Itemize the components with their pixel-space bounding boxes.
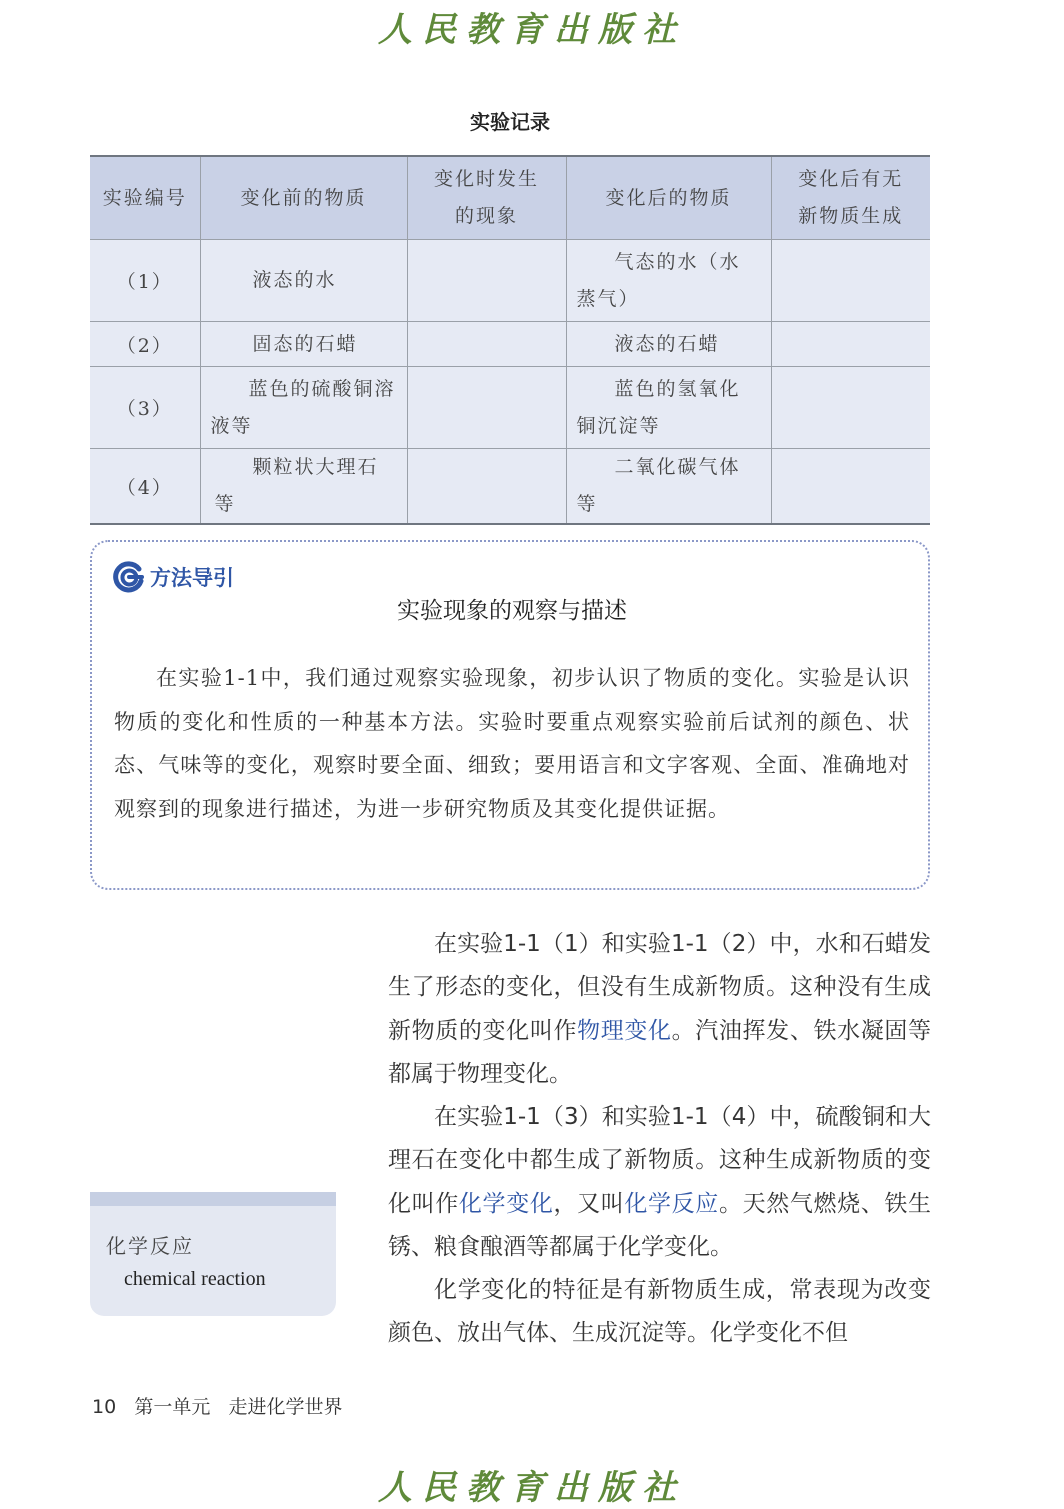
header-cell: 变化后的物质 (566, 156, 771, 240)
unit-title: 走进化学世界 (228, 1396, 343, 1418)
before-substance: 蓝色的硫酸铜溶液等 (200, 367, 407, 449)
glossary-term-english: chemical reaction (124, 1268, 266, 1290)
method-guide-tag (112, 560, 234, 594)
header-cell: 变化后有无新物质生成 (771, 156, 930, 240)
after-substance: 气态的水（水蒸气） (566, 240, 771, 322)
experiment-number: （2） (90, 322, 200, 367)
table-row (90, 322, 930, 367)
paragraph-chemical-feature: 化学变化的特征是有新物质生成，常表现为改变颜色、放出气体、生成沉淀等。化学变化不但 (388, 1277, 931, 1347)
table-row (90, 449, 930, 525)
paragraph-text: 。汽油挥发、铁水凝固等都属于物理变化。 (388, 1017, 932, 1087)
experiment-number: （3） (90, 367, 200, 449)
header-cell: 变化前的物质 (200, 156, 407, 240)
phenomenon-cell (407, 322, 566, 367)
glossary-note (90, 1192, 336, 1316)
header-cell: 实验编号 (90, 156, 200, 240)
before-substance: 液态的水 (200, 240, 407, 322)
keyword-chemical-reaction: 化学反应 (624, 1190, 719, 1217)
experiment-record-table (90, 155, 930, 525)
page-footer (92, 1392, 342, 1419)
table-row (90, 367, 930, 449)
method-guide-label: 方法导引 (150, 566, 234, 590)
keyword-physical-change: 物理变化 (577, 1017, 672, 1044)
paragraph-text: 在实验1-1（1）和实验1-1（2）中，水和石蜡发生了形态的变化，但没有生成新物质。这种没有生成新物质的变化叫作 (388, 931, 931, 1044)
method-guide-title: 实验现象的观察与描述 (397, 598, 627, 624)
paragraph-physical-change (388, 923, 931, 1096)
glossary-term-chinese: 化学反应 (106, 1234, 194, 1258)
experiment-number: （1） (90, 240, 200, 322)
before-substance: 颗粒状大理石等 (200, 449, 407, 525)
new-substance-cell (771, 240, 930, 322)
new-substance-cell (771, 449, 930, 525)
paragraph-chemical-change (388, 1096, 931, 1269)
publisher-logo-bottom: 人民教育出版社 (378, 1468, 686, 1508)
after-substance: 蓝色的氢氧化铜沉淀等 (566, 367, 771, 449)
phenomenon-cell (407, 449, 566, 525)
paragraph-text: 。天然气燃烧、铁生锈、粮食酿酒等都属于化学变化。 (388, 1190, 932, 1260)
experiment-number: （4） (90, 449, 200, 525)
header-cell: 变化时发生的现象 (407, 156, 566, 240)
before-substance: 固态的石蜡 (200, 322, 407, 367)
phenomenon-cell (407, 240, 566, 322)
method-guide-icon (112, 560, 146, 594)
phenomenon-cell (407, 367, 566, 449)
glossary-header-bar (90, 1192, 336, 1206)
keyword-chemical-change: 化学变化 (458, 1190, 554, 1217)
after-substance: 二氧化碳气体等 (566, 449, 771, 525)
paragraph-text: 在实验1-1（3）和实验1-1（4）中，硫酸铜和大理石在变化中都生成了新物质。这种生成新物质的变化叫作 (388, 1104, 931, 1217)
table-row (90, 240, 930, 322)
new-substance-cell (771, 367, 930, 449)
unit-name: 第一单元 (134, 1396, 211, 1418)
new-substance-cell (771, 322, 930, 367)
publisher-logo-top: 人民教育出版社 (378, 10, 686, 50)
page-number: 10 (92, 1396, 117, 1418)
table-header-row (90, 156, 930, 240)
method-guide-box (90, 540, 930, 890)
method-guide-text: 在实验1-1中，我们通过观察实验现象，初步认识了物质的变化。实验是认识物质的变化和性质的一种基本方法。实验时要重点观察实验前后试剂的颜色、状态、气味等的变化，观察时要全面、细致；要用语言和文字客观、全面、准确地对观察到的现象进行描述，为进一步研究物质及其变化提供证据。 (114, 666, 910, 821)
table-title: 实验记录 (470, 110, 550, 134)
after-substance: 液态的石蜡 (566, 322, 771, 367)
paragraph-text: ，又叫 (553, 1190, 625, 1217)
